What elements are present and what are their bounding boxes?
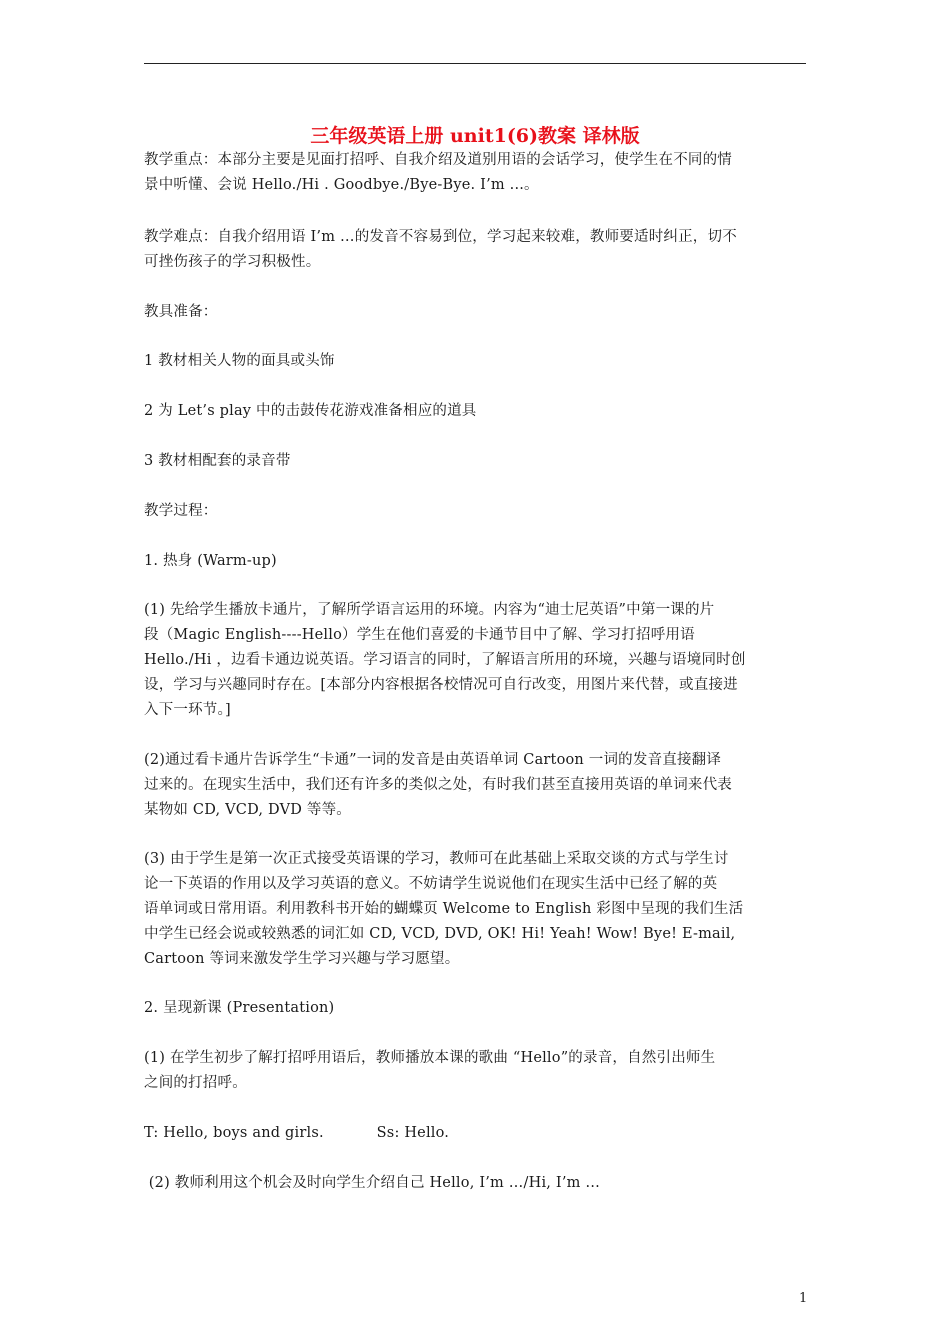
text-line: 设，学习与兴趣同时存在。[本部分内容根据各校情况可自行改变，用图片来代替，或直接进 bbox=[144, 677, 738, 693]
text-line: 语单词或日常用语。利用教科书开始的蝴蝶页 Welcome to English 彩图中呈现的我们生活 bbox=[144, 901, 744, 917]
text-line: 景中听懂、会说 Hello./Hi . Goodbye./Bye-Bye. I’m ...。 bbox=[144, 177, 539, 193]
text-line: (2)通过看卡通片告诉学生“卡通”一词的发音是由英语单词 Cartoon 一词的发音直接翻译 bbox=[144, 752, 722, 768]
text-line: 过来的。在现实生活中，我们还有许多的类似之处，有时我们甚至直接用英语的单词来代表 bbox=[144, 777, 732, 793]
text-line: 教具准备： bbox=[144, 304, 218, 320]
text-line: 教学过程： bbox=[144, 503, 218, 519]
header-rule bbox=[144, 63, 806, 64]
text-line: 论一下英语的作用以及学习英语的意义。不妨请学生说说他们在现实生活中已经了解的英 bbox=[144, 876, 718, 892]
text-line: (1) 在学生初步了解打招呼用语后，教师播放本课的歌曲 “Hello”的录音，自然引出师生 bbox=[144, 1050, 716, 1066]
text-line: 2. 呈现新课 (Presentation) bbox=[144, 1000, 335, 1016]
document-title: 三年级英语上册 unit1(6)教案 译林版 bbox=[310, 125, 640, 147]
text-line: 之间的打招呼。 bbox=[144, 1075, 247, 1091]
text-line: 3 教材相配套的录音带 bbox=[144, 453, 291, 469]
text-line: 可挫伤孩子的学习积极性。 bbox=[144, 254, 321, 270]
text-line: (3) 由于学生是第一次正式接受英语课的学习，教师可在此基础上采取交谈的方式与学生讨 bbox=[144, 851, 729, 867]
text-line: 段（Magic English----Hello）学生在他们喜爱的卡通节目中了解、学习打招呼用语 bbox=[144, 627, 695, 643]
text-line: 入下一环节。] bbox=[144, 702, 231, 718]
text-line: 1. 热身 (Warm-up) bbox=[144, 553, 277, 569]
text-line: Cartoon 等词来激发学生学习兴趣与学习愿望。 bbox=[144, 951, 460, 967]
text-line: (1) 先给学生播放卡通片，了解所学语言运用的环境。内容为“迪士尼英语”中第一课的片 bbox=[144, 602, 715, 618]
text-line: 中学生已经会说或较熟悉的词汇如 CD, VCD, DVD, OK! Hi! Yeah! Wow! Bye! E-mail, bbox=[144, 926, 736, 942]
text-line: 某物如 CD, VCD, DVD 等等。 bbox=[144, 802, 351, 818]
text-line: Hello./Hi ，边看卡通边说英语。学习语言的同时，了解语言所用的环境，兴趣与语境同时创 bbox=[144, 652, 746, 668]
text-line: (2) 教师利用这个机会及时向学生介绍自己 Hello, I’m …/Hi, I’m … bbox=[144, 1175, 601, 1191]
dialogue-line: T: Hello, boys and girls. Ss: Hello. bbox=[144, 1125, 450, 1141]
text-line: 教学重点：本部分主要是见面打招呼、自我介绍及道别用语的会话学习，使学生在不同的情 bbox=[144, 152, 732, 168]
text-line: 1 教材相关人物的面具或头饰 bbox=[144, 353, 335, 369]
text-line: 教学难点：自我介绍用语 I’m …的发音不容易到位，学习起来较难，教师要适时纠正，切不 bbox=[144, 229, 737, 245]
page-number: 1 bbox=[799, 1291, 808, 1306]
text-line: 2 为 Let’s play 中的击鼓传花游戏准备相应的道具 bbox=[144, 403, 477, 419]
